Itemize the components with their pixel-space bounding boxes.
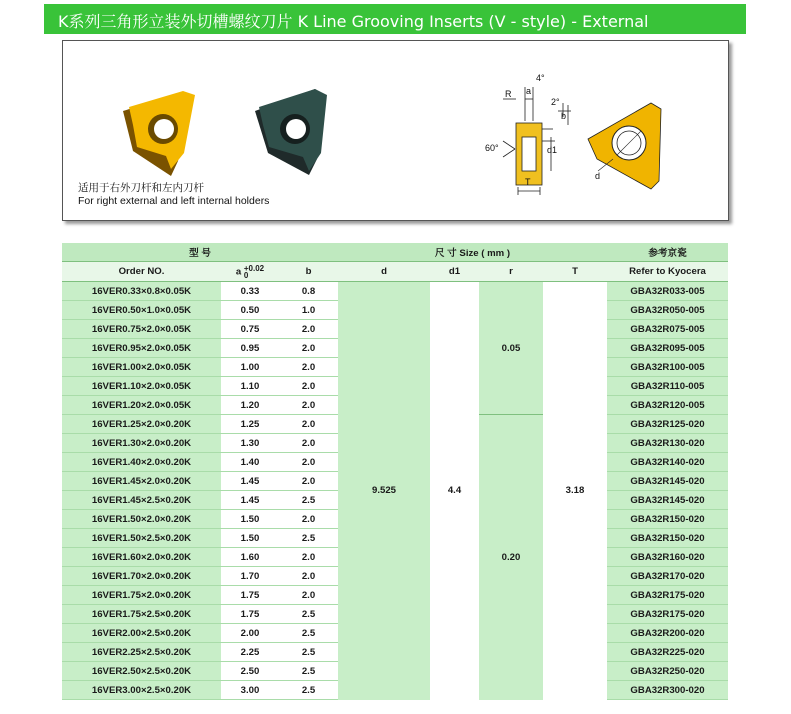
order-cell: 16VER2.00×2.5×0.20K bbox=[62, 624, 221, 643]
kyocera-ref-cell: GBA32R130-020 bbox=[607, 434, 728, 453]
kyocera-ref-cell: GBA32R300-020 bbox=[607, 681, 728, 700]
profile-labels bbox=[485, 73, 600, 187]
order-cell: 16VER3.00×2.5×0.20K bbox=[62, 681, 221, 700]
col-d1: d1 bbox=[430, 262, 479, 282]
b-cell: 2.5 bbox=[279, 681, 338, 700]
kyocera-ref-cell: GBA32R150-020 bbox=[607, 529, 728, 548]
a-cell: 1.30 bbox=[221, 434, 279, 453]
b-cell: 2.0 bbox=[279, 415, 338, 434]
kyocera-ref-cell: GBA32R100-005 bbox=[607, 358, 728, 377]
label-T: T bbox=[525, 177, 531, 187]
a-cell: 1.60 bbox=[221, 548, 279, 567]
tol-minus: 0 bbox=[243, 270, 249, 280]
order-cell: 16VER1.40×2.0×0.20K bbox=[62, 453, 221, 472]
order-cell: 16VER1.25×2.0×0.20K bbox=[62, 415, 221, 434]
order-cell: 16VER1.00×2.0×0.05K bbox=[62, 358, 221, 377]
b-cell: 2.0 bbox=[279, 548, 338, 567]
order-cell: 16VER1.50×2.5×0.20K bbox=[62, 529, 221, 548]
kyocera-ref-cell: GBA32R170-020 bbox=[607, 567, 728, 586]
kyocera-ref-cell: GBA32R145-020 bbox=[607, 491, 728, 510]
T-cell: 3.18 bbox=[543, 282, 607, 700]
label-2deg: 2° bbox=[551, 97, 560, 107]
title-banner bbox=[44, 4, 746, 34]
a-cell: 1.40 bbox=[221, 453, 279, 472]
kyocera-ref-cell: GBA32R095-005 bbox=[607, 339, 728, 358]
b-cell: 0.8 bbox=[279, 282, 338, 301]
b-cell: 2.5 bbox=[279, 643, 338, 662]
b-cell: 2.0 bbox=[279, 434, 338, 453]
a-cell: 1.75 bbox=[221, 586, 279, 605]
b-cell: 2.0 bbox=[279, 339, 338, 358]
a-cell: 0.95 bbox=[221, 339, 279, 358]
a-cell: 0.75 bbox=[221, 320, 279, 339]
b-cell: 2.0 bbox=[279, 586, 338, 605]
a-cell: 1.50 bbox=[221, 510, 279, 529]
order-cell: 16VER1.45×2.0×0.20K bbox=[62, 472, 221, 491]
order-cell: 16VER1.20×2.0×0.05K bbox=[62, 396, 221, 415]
b-cell: 2.0 bbox=[279, 358, 338, 377]
kyocera-ref-cell: GBA32R145-020 bbox=[607, 472, 728, 491]
col-d: d bbox=[338, 262, 430, 282]
col-r: r bbox=[479, 262, 543, 282]
kyocera-ref-cell: GBA32R250-020 bbox=[607, 662, 728, 681]
col-a bbox=[221, 262, 279, 282]
d1-cell: 4.4 bbox=[430, 282, 479, 700]
order-cell: 16VER1.75×2.0×0.20K bbox=[62, 586, 221, 605]
column-header-row bbox=[62, 262, 728, 282]
model-header: 型 号 bbox=[62, 243, 338, 262]
order-cell: 16VER1.75×2.5×0.20K bbox=[62, 605, 221, 624]
holder-caption bbox=[78, 182, 269, 208]
order-cell: 16VER1.45×2.5×0.20K bbox=[62, 491, 221, 510]
b-cell: 2.0 bbox=[279, 320, 338, 339]
b-cell: 1.0 bbox=[279, 301, 338, 320]
kyocera-ref-cell: GBA32R150-020 bbox=[607, 510, 728, 529]
order-cell: 16VER2.50×2.5×0.20K bbox=[62, 662, 221, 681]
a-cell: 1.45 bbox=[221, 472, 279, 491]
caption-zh: 适用于右外刀杆和左内刀杆 bbox=[78, 182, 204, 194]
kyocera-ref-cell: GBA32R033-005 bbox=[607, 282, 728, 301]
b-cell: 2.5 bbox=[279, 605, 338, 624]
table-row bbox=[62, 282, 728, 301]
kyocera-header: 参考京瓷 bbox=[607, 243, 728, 262]
b-cell: 2.5 bbox=[279, 529, 338, 548]
order-cell: 16VER1.70×2.0×0.20K bbox=[62, 567, 221, 586]
col-ref: Refer to Kyocera bbox=[607, 262, 728, 282]
spec-table-body bbox=[62, 282, 728, 700]
a-cell: 2.00 bbox=[221, 624, 279, 643]
size-header: 尺 寸 Size ( mm ) bbox=[338, 243, 607, 262]
a-cell: 1.10 bbox=[221, 377, 279, 396]
a-cell: 2.50 bbox=[221, 662, 279, 681]
coated-insert-image bbox=[255, 89, 327, 175]
kyocera-ref-cell: GBA32R120-005 bbox=[607, 396, 728, 415]
label-a: a bbox=[526, 86, 532, 96]
b-cell: 2.5 bbox=[279, 662, 338, 681]
label-d1: d1 bbox=[547, 145, 558, 155]
b-cell: 2.0 bbox=[279, 567, 338, 586]
gold-insert-image bbox=[123, 91, 195, 176]
caption-en: For right external and left internal holders bbox=[78, 195, 270, 207]
kyocera-ref-cell: GBA32R175-020 bbox=[607, 605, 728, 624]
order-cell: 16VER0.95×2.0×0.05K bbox=[62, 339, 221, 358]
a-cell: 1.50 bbox=[221, 529, 279, 548]
col-T: T bbox=[543, 262, 607, 282]
r-cell: 0.05 bbox=[479, 282, 543, 415]
b-cell: 2.0 bbox=[279, 472, 338, 491]
a-cell: 1.20 bbox=[221, 396, 279, 415]
kyocera-ref-cell: GBA32R075-005 bbox=[607, 320, 728, 339]
label-4deg: 4° bbox=[536, 73, 545, 83]
b-cell: 2.0 bbox=[279, 377, 338, 396]
page-title: K系列三角形立装外切槽螺纹刀片 K Line Grooving Inserts (V - style) - External bbox=[58, 12, 649, 31]
order-cell: 16VER1.30×2.0×0.20K bbox=[62, 434, 221, 453]
a-cell: 1.25 bbox=[221, 415, 279, 434]
label-60deg: 60° bbox=[485, 143, 499, 153]
a-cell: 0.50 bbox=[221, 301, 279, 320]
order-cell: 16VER2.25×2.5×0.20K bbox=[62, 643, 221, 662]
col-a-label: a bbox=[235, 266, 242, 278]
b-cell: 2.0 bbox=[279, 510, 338, 529]
b-cell: 2.0 bbox=[279, 453, 338, 472]
tol-plus: +0.02 bbox=[243, 263, 265, 273]
a-cell: 1.45 bbox=[221, 491, 279, 510]
col-a-tolerance bbox=[244, 265, 264, 279]
kyocera-ref-cell: GBA32R160-020 bbox=[607, 548, 728, 567]
col-b: b bbox=[279, 262, 338, 282]
group-header-row bbox=[62, 243, 728, 262]
a-cell: 1.70 bbox=[221, 567, 279, 586]
insert-profile-drawing bbox=[503, 87, 571, 195]
r-cell: 0.20 bbox=[479, 415, 543, 700]
a-cell: 2.25 bbox=[221, 643, 279, 662]
order-cell: 16VER1.60×2.0×0.20K bbox=[62, 548, 221, 567]
kyocera-ref-cell: GBA32R175-020 bbox=[607, 586, 728, 605]
order-cell: 16VER0.50×1.0×0.05K bbox=[62, 301, 221, 320]
kyocera-ref-cell: GBA32R225-020 bbox=[607, 643, 728, 662]
kyocera-ref-cell: GBA32R200-020 bbox=[607, 624, 728, 643]
b-cell: 2.5 bbox=[279, 624, 338, 643]
insert-spec-table bbox=[62, 243, 728, 700]
d-cell: 9.525 bbox=[338, 282, 430, 700]
kyocera-ref-cell: GBA32R140-020 bbox=[607, 453, 728, 472]
a-cell: 1.00 bbox=[221, 358, 279, 377]
order-cell: 16VER1.10×2.0×0.05K bbox=[62, 377, 221, 396]
a-cell: 1.75 bbox=[221, 605, 279, 624]
kyocera-ref-cell: GBA32R125-020 bbox=[607, 415, 728, 434]
label-d: d bbox=[595, 171, 601, 181]
a-cell: 0.33 bbox=[221, 282, 279, 301]
a-cell: 3.00 bbox=[221, 681, 279, 700]
label-b: b bbox=[561, 111, 567, 121]
label-R: R bbox=[505, 89, 512, 99]
b-cell: 2.0 bbox=[279, 396, 338, 415]
order-cell: 16VER0.33×0.8×0.05K bbox=[62, 282, 221, 301]
order-cell: 16VER1.50×2.0×0.20K bbox=[62, 510, 221, 529]
b-cell: 2.5 bbox=[279, 491, 338, 510]
col-order: Order NO. bbox=[62, 262, 221, 282]
order-cell: 16VER0.75×2.0×0.05K bbox=[62, 320, 221, 339]
kyocera-ref-cell: GBA32R110-005 bbox=[607, 377, 728, 396]
kyocera-ref-cell: GBA32R050-005 bbox=[607, 301, 728, 320]
